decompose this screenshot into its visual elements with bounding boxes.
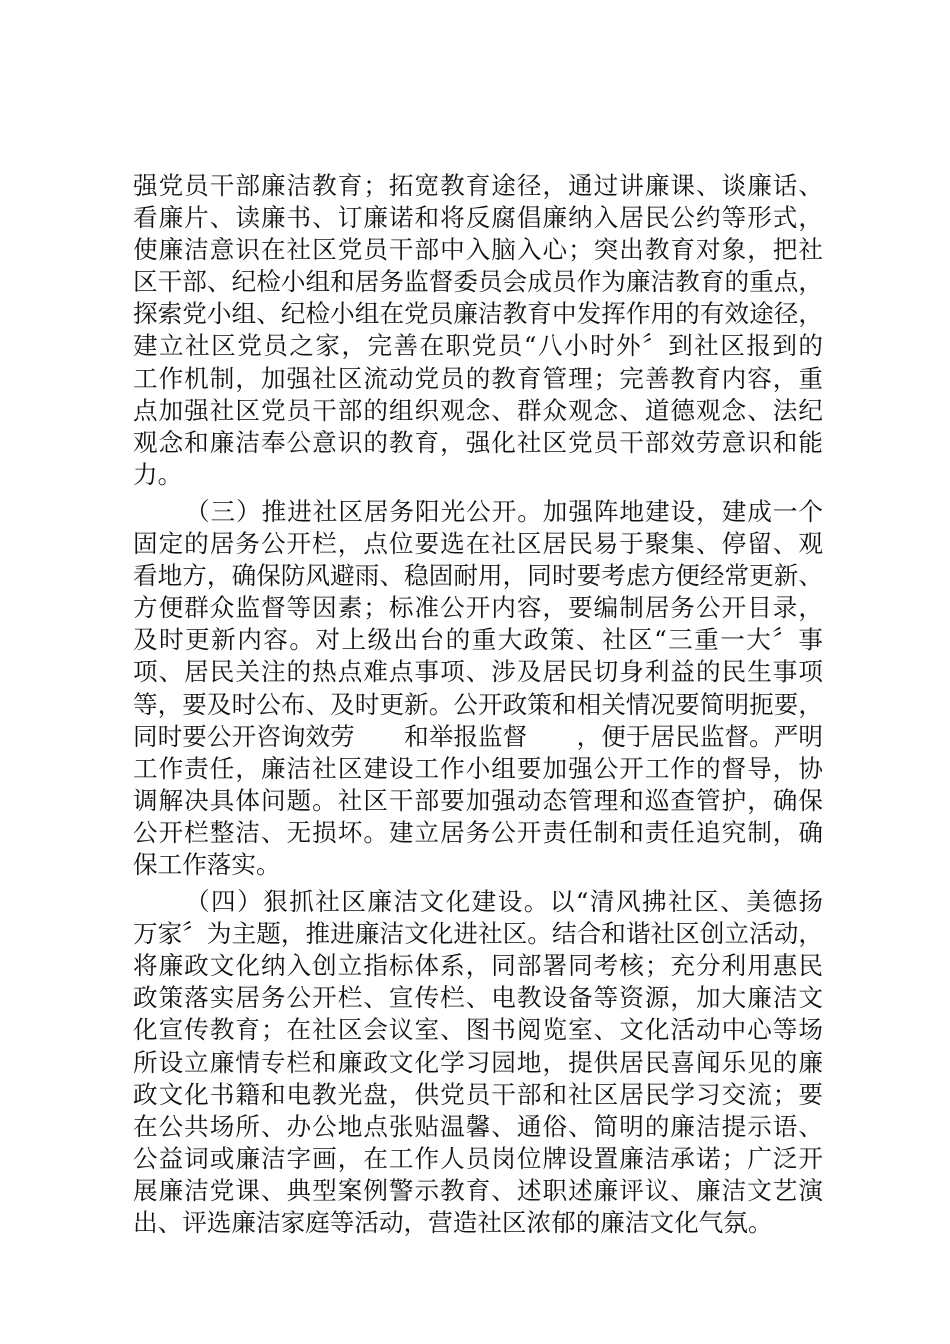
text-line: 建立社区党员之家，完善在职党员“八小时外〞到社区报到的 <box>133 331 823 361</box>
text-line: 使廉洁意识在社区党员干部中入脑入心；突出教育对象，把社 <box>133 235 823 265</box>
text-line: 探索党小组、纪检小组在党员廉洁教育中发挥作用的有效途径， <box>133 299 823 329</box>
text-line: 政策落实居务公开栏、宣传栏、电教设备等资源，加大廉洁文 <box>133 983 823 1013</box>
text-line: 化宣传教育；在社区会议室、图书阅览室、文化活动中心等场 <box>133 1015 823 1045</box>
text-line: 项、居民关注的热点难点事项、涉及居民切身利益的民生事项 <box>133 657 823 687</box>
text-line: 看地方，确保防风避雨、稳固耐用，同时要考虑方便经常更新、 <box>133 561 823 591</box>
text-line: 在公共场所、办公地点张贴温馨、通俗、简明的廉洁提示语、 <box>133 1111 823 1141</box>
text-line: 固定的居务公开栏，点位要选在社区居民易于聚集、停留、观 <box>133 529 823 559</box>
text-line: 公益词或廉洁字画，在工作人员岗位牌设置廉洁承诺；广泛开 <box>133 1143 823 1173</box>
text-line: 所设立廉情专栏和廉政文化学习园地，提供居民喜闻乐见的廉 <box>133 1047 823 1077</box>
paragraph-heading-line: （四）狠抓社区廉洁文化建设。以“清风拂社区、美德扬 <box>185 887 823 917</box>
text-line: 万家〞为主题，推进廉洁文化进社区。结合和谐社区创立活动， <box>133 919 823 949</box>
paragraph-three <box>133 496 823 881</box>
text-line: 保工作落实。 <box>133 849 281 879</box>
text-line: 观念和廉洁奉公意识的教育，强化社区党员干部效劳意识和能 <box>133 427 823 457</box>
text-line: 及时更新内容。对上级出台的重大政策、社区“三重一大〞事 <box>133 625 823 655</box>
text-line: 将廉政文化纳入创立指标体系，同部署同考核；充分利用惠民 <box>133 951 823 981</box>
text-line: 强党员干部廉洁教育；拓宽教育途径，通过讲廉课、谈廉话、 <box>133 171 823 200</box>
text-line: 展廉洁党课、典型案例警示教育、述职述廉评议、廉洁文艺演 <box>133 1175 823 1205</box>
text-line: 出、评选廉洁家庭等活动，营造社区浓郁的廉洁文化气氛。 <box>133 1208 773 1237</box>
paragraph-four <box>133 886 823 1239</box>
text-line: 公开栏整洁、无损坏。建立居务公开责任制和责任追究制，确 <box>133 817 823 847</box>
text-line: 政文化书籍和电教光盘，供党员干部和社区居民学习交流；要 <box>133 1079 823 1109</box>
text-line: 区干部、纪检小组和居务监督委员会成员作为廉洁教育的重点， <box>133 267 823 297</box>
text-line: 工作责任，廉洁社区建设工作小组要加强公开工作的督导，协 <box>133 753 823 783</box>
text-line: 方便群众监督等因素；标准公开内容，要编制居务公开目录， <box>133 593 823 623</box>
paragraph-heading-line: （三）推进社区居务阳光公开。加强阵地建设，建成一个 <box>185 496 823 526</box>
text-line: 工作机制，加强社区流动党员的教育管理；完善教育内容，重 <box>133 363 823 393</box>
text-line: 点加强社区党员干部的组织观念、群众观念、道德观念、法纪 <box>133 395 823 425</box>
text-line: 看廉片、读廉书、订廉诺和将反腐倡廉纳入居民公约等形式， <box>133 203 823 233</box>
text-line: 同时要公开咨询效劳 和举报监督 ，便于居民监督。严明 <box>133 721 823 751</box>
text-line: 调解决具体问题。社区干部要加强动态管理和巡查管护，确保 <box>133 785 823 815</box>
document-body <box>133 170 823 1239</box>
text-line: 力。 <box>133 459 183 489</box>
paragraph-continuation <box>133 170 823 491</box>
text-line: 等，要及时公布、及时更新。公开政策和相关情况要简明扼要， <box>133 689 823 719</box>
